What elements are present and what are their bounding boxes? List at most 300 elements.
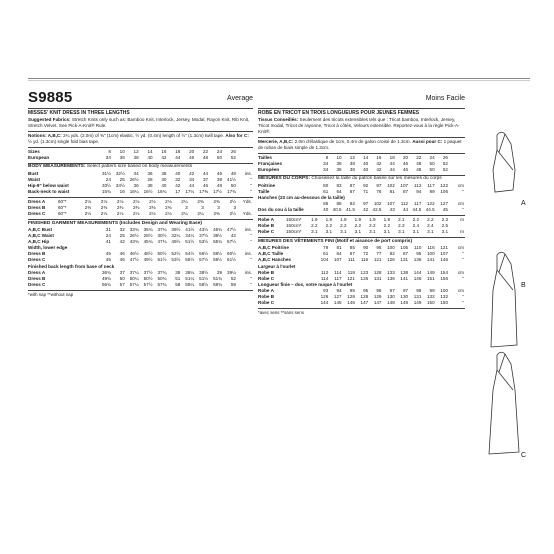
row-label: Européen: [258, 166, 280, 172]
cell-value: 14: [147, 148, 153, 154]
row-label: Taille: [258, 189, 270, 195]
top-divider-thin: [28, 80, 530, 81]
cell-value: 44.5: [425, 207, 435, 213]
row-label: Dress A: [28, 269, 46, 275]
cell-value: 39½: [213, 233, 223, 239]
cell-value: ": [462, 251, 464, 257]
cell-value: 106: [440, 189, 448, 195]
length-label-fr: Longueur finie – dos, votre nuque à l'ourlet: [258, 281, 353, 287]
cell-value: 95: [363, 287, 369, 293]
cell-value: 2⅜: [84, 204, 92, 210]
cell-value: 145: [333, 300, 342, 306]
cell-value: ": [462, 294, 464, 300]
row-label: Dress A: [28, 198, 46, 204]
cell-value: 85: [349, 245, 355, 251]
cell-value: [449, 167, 465, 173]
cell-value: 24: [105, 176, 111, 182]
cell-value: 44: [203, 170, 209, 176]
europeen-row: [258, 167, 465, 173]
cell-value: 128: [360, 294, 369, 300]
cell-value: 2.2: [427, 217, 434, 222]
cell-value: 44.5: [412, 207, 422, 213]
cell-value: 76: [376, 189, 382, 195]
cell-value: 12: [349, 154, 355, 160]
cell-value: 97: [389, 287, 395, 293]
cell-value: 16½: [143, 189, 153, 195]
cell-value: 156: [440, 275, 448, 281]
cell-value: 30½: [157, 233, 167, 239]
cell-value: 2⅜: [132, 204, 140, 210]
cell-value: 38: [349, 166, 355, 172]
cell-value: 48: [416, 166, 422, 172]
cell-value: 131: [373, 275, 382, 281]
row-label: Dress B: [28, 251, 46, 257]
row-label: A,B,C Poitrine: [258, 245, 289, 251]
cell-value: 37½: [199, 233, 209, 239]
cell-value: 83: [336, 182, 342, 188]
cell-value: 149: [400, 300, 409, 306]
cell-value: 39: [216, 269, 223, 275]
cell-value: 3.1: [398, 229, 405, 235]
row-label: Robe A: [258, 217, 274, 222]
cell-value: 2.2: [369, 223, 376, 229]
cell-value: 79: [323, 245, 329, 251]
cell-value: 2.2: [311, 223, 318, 229]
cell-value: 110: [414, 245, 422, 251]
cell-value: 17: [175, 189, 181, 195]
row-label: Poitrine: [258, 182, 276, 188]
cell-value: 42: [119, 239, 125, 245]
cell-value: 117: [334, 275, 342, 281]
cell-value: ": [250, 182, 252, 188]
cell-value: 102: [373, 201, 382, 207]
cell-value: 122: [427, 201, 435, 207]
cell-value: 2⅜: [149, 204, 156, 210]
body-measurements-header-en: BODY MEASUREMENTS: Select pattern size based on body measurements: [28, 163, 253, 171]
cell-value: 56½: [199, 251, 209, 257]
cell-value: 61½: [227, 257, 236, 263]
cell-value: 95: [376, 245, 382, 251]
cell-value: 42.5: [372, 207, 382, 213]
cell-value: 87: [402, 251, 409, 257]
cell-value: 32: [119, 227, 125, 232]
width-fr: [258, 270, 465, 282]
cell-value: 18: [389, 154, 395, 160]
cell-value: cm: [457, 269, 464, 275]
row-label: A,B,C Hanches: [258, 257, 291, 263]
cell-value: 126: [360, 275, 369, 281]
cell-value: 2⅛: [84, 198, 92, 204]
cell-value: 95: [416, 251, 422, 257]
cell-value: 3: [217, 204, 220, 210]
cell-value: 51: [175, 275, 181, 281]
row-label: Hip-9" below waist: [28, 182, 69, 188]
cell-value: 121: [440, 245, 448, 251]
cell-value: 57¼: [129, 281, 139, 287]
cell-value: 36: [133, 182, 139, 188]
cell-value: 28½: [143, 233, 153, 239]
cell-value: 61: [323, 251, 329, 257]
cell-value: 42: [376, 160, 382, 166]
cell-value: 131: [413, 294, 422, 300]
figure-label-a: A: [521, 200, 526, 207]
cell-value: ins.: [244, 170, 252, 176]
cell-value: 146: [440, 257, 448, 263]
cell-value: 50¾: [157, 275, 167, 281]
cell-value: 117: [427, 182, 435, 188]
fabric-width: 60"*: [58, 198, 67, 204]
cell-value: 100: [387, 245, 395, 251]
cell-value: 36: [147, 170, 153, 176]
cell-value: m: [460, 217, 464, 222]
cell-value: 55¾: [213, 239, 223, 245]
width-en: [28, 251, 253, 263]
cell-value: 114: [320, 275, 329, 281]
cell-value: 40.5: [332, 207, 342, 213]
cell-value: 97: [376, 182, 382, 188]
cell-value: 107: [387, 201, 395, 207]
cell-value: 144: [320, 300, 329, 306]
cell-value: 2.2: [412, 217, 419, 222]
cell-value: 37½: [143, 269, 153, 275]
cell-value: 2.5: [441, 223, 448, 229]
cell-value: 34¼: [185, 233, 195, 239]
cell-value: Yds.: [242, 198, 252, 204]
row-label: Robe C: [258, 300, 275, 306]
cell-value: 42: [189, 170, 195, 176]
cell-value: 123: [360, 269, 369, 275]
cell-value: 46: [216, 170, 223, 176]
cell-value: 58¾: [213, 281, 223, 287]
cell-value: 47½: [129, 257, 139, 263]
cell-value: 36: [336, 166, 342, 172]
cell-value: 40: [175, 170, 181, 176]
cell-value: ": [250, 239, 252, 245]
cell-value: m: [460, 229, 464, 235]
cell-value: 99: [429, 189, 435, 195]
cell-value: 34: [189, 176, 195, 182]
cell-value: 48: [230, 170, 236, 176]
cell-value: 85: [323, 201, 329, 207]
cell-value: 118: [347, 269, 355, 275]
cell-value: 112: [414, 182, 422, 188]
cell-value: 50½: [143, 275, 153, 281]
cell-value: 94: [336, 287, 342, 293]
cell-value: 3.1: [412, 229, 419, 235]
cell-value: 46½: [129, 251, 139, 257]
cell-value: 37: [119, 269, 125, 275]
cell-value: 45¾: [213, 227, 223, 232]
cell-value: 121: [347, 275, 355, 281]
cell-value: 52½: [171, 251, 181, 257]
cell-value: 42: [363, 207, 369, 213]
cell-value: 53½: [171, 257, 181, 263]
cell-value: 67: [349, 251, 355, 257]
cell-value: 87: [349, 182, 355, 188]
width-label-fr: Largeur à l'ourlet: [258, 263, 296, 269]
cell-value: 2.3: [441, 217, 448, 222]
cell-value: 57½: [143, 281, 153, 287]
cell-value: 38: [147, 182, 153, 188]
cell-value: 112: [400, 201, 409, 207]
french-column: [258, 90, 465, 316]
cell-value: 87: [402, 189, 409, 195]
cell-value: 2⅛: [100, 210, 108, 216]
cell-value: 58½: [199, 281, 209, 287]
cell-value: cm: [457, 245, 464, 251]
cell-value: 39½: [171, 227, 181, 232]
row-label: Back-neck to waist: [28, 189, 70, 195]
row-label: Dress B: [28, 275, 46, 281]
cell-value: 127: [333, 294, 342, 300]
cell-value: 149: [427, 269, 435, 275]
cell-value: 2⅛: [100, 198, 108, 204]
table-row: [258, 300, 465, 306]
cell-value: 64: [336, 189, 342, 195]
cell-value: 1.9: [311, 217, 318, 222]
cell-value: 2⅜: [197, 198, 204, 204]
cell-value: 71: [363, 189, 369, 195]
cell-value: 48: [216, 182, 223, 188]
cell-value: 20: [402, 154, 409, 160]
cell-value: 24: [429, 154, 435, 160]
cell-value: 104: [320, 257, 329, 263]
cell-value: 45: [442, 207, 448, 213]
cell-value: 1.9: [383, 217, 390, 222]
cell-value: 34: [133, 170, 139, 176]
row-label: Dress B: [28, 204, 46, 210]
cell-value: 97: [363, 201, 369, 207]
cell-value: 2.3: [398, 223, 405, 229]
cell-value: 51½: [157, 257, 167, 263]
cell-value: 2⅜: [100, 204, 108, 210]
cell-value: 46: [119, 251, 125, 257]
row-label: Robe C: [258, 229, 275, 235]
finished-header-en: FINISHED GARMENT MEASUREMENTS (Includes Design and Wearing Ease): [28, 219, 253, 227]
cell-value: 38½: [199, 269, 209, 275]
cell-value: 2⅛: [84, 210, 92, 216]
cell-value: 52: [442, 160, 448, 166]
title-fr: ROBE EN TRICOT EN TROIS LONGUEURS POUR JEUNES FEMMES: [258, 108, 465, 117]
row-label: Bust: [28, 170, 39, 176]
cell-value: 47¾: [157, 239, 167, 245]
cell-value: 16¼: [129, 189, 139, 195]
cell-value: 34: [105, 154, 111, 160]
body-measurements-header-fr: MESURES DU CORPS: Choisissez la taille du patron basée sur les mesures du corps: [258, 175, 465, 183]
cell-value: 144: [413, 269, 422, 275]
cell-value: 26: [442, 154, 448, 160]
cell-value: 38¼: [185, 269, 195, 275]
cell-value: 38: [133, 154, 139, 160]
cell-value: 50½: [157, 251, 167, 257]
table-row: [258, 229, 465, 235]
cell-value: 39: [216, 176, 223, 182]
yardage-en: [28, 199, 253, 217]
cell-value: 52: [230, 154, 236, 160]
dos-row: [258, 207, 465, 213]
cell-value: 2¼: [181, 210, 188, 216]
cell-value: 60½: [227, 251, 236, 257]
cell-value: ins.: [244, 269, 252, 275]
cell-value: 131: [400, 257, 409, 263]
cell-value: 147: [360, 300, 369, 306]
european-row: [28, 155, 253, 161]
cell-value: 97: [402, 287, 409, 293]
hanches-label: Hanches (23 cm au-dessous de la taille): [258, 195, 345, 201]
cell-value: 45: [105, 251, 111, 257]
cell-value: ": [250, 189, 252, 195]
cell-value: 20: [189, 148, 195, 154]
cell-value: 45¾: [143, 239, 153, 245]
cell-value: 34: [323, 166, 329, 172]
cell-value: Yds.: [242, 210, 252, 216]
cell-value: 136: [413, 257, 422, 263]
cell-value: 2½: [229, 210, 236, 216]
cell-value: 32½: [115, 170, 125, 176]
cell-value: 138: [400, 269, 409, 275]
cell-value: 43: [389, 207, 395, 213]
figure-label-c: C: [521, 452, 527, 459]
cell-value: 8: [325, 154, 329, 160]
cell-value: 16: [119, 189, 125, 195]
figure-label-b: B: [521, 282, 526, 289]
cell-value: 96: [376, 287, 382, 293]
cell-value: ": [250, 281, 252, 287]
cell-value: 37¾: [157, 269, 167, 275]
cell-value: 82: [389, 251, 395, 257]
cell-value: 2.2: [383, 223, 390, 229]
cell-value: 47½: [227, 227, 236, 232]
cell-value: 34½: [115, 182, 125, 188]
cell-value: 50: [429, 166, 435, 172]
cell-value: 61: [323, 189, 329, 195]
cell-value: 92: [349, 201, 355, 207]
cell-value: 130: [387, 294, 395, 300]
cell-value: 77: [376, 251, 382, 257]
cell-value: 128: [373, 269, 382, 275]
cell-value: 31½: [101, 170, 111, 176]
cell-value: 3.1: [325, 229, 332, 235]
body-measurements-en: [28, 171, 253, 195]
cell-value: 58: [175, 281, 181, 287]
cell-value: 100: [440, 287, 448, 293]
cell-value: 37¼: [129, 269, 139, 275]
cell-value: 25: [119, 233, 125, 239]
cell-value: 48½: [143, 251, 153, 257]
cell-value: 40: [161, 182, 167, 188]
cell-value: 57: [119, 281, 125, 287]
cell-value: 59½: [213, 257, 223, 263]
cell-value: 141: [400, 275, 409, 281]
cell-value: 94: [416, 189, 422, 195]
row-label: Tailles: [258, 154, 272, 160]
cell-value: 1.9: [354, 217, 361, 222]
table-row: [28, 211, 253, 217]
cell-value: 18: [175, 148, 181, 154]
cell-value: 8: [108, 148, 111, 154]
cell-value: 3.1: [340, 229, 347, 235]
fabric-width: 150cm*: [286, 217, 302, 222]
cell-value: 129: [373, 294, 382, 300]
length-en: [28, 270, 253, 288]
cell-value: 28: [147, 176, 153, 182]
cell-value: 16: [161, 148, 167, 154]
cell-value: 107: [400, 182, 409, 188]
cell-value: 2.1: [398, 217, 405, 222]
cell-value: 26: [230, 148, 236, 154]
cell-value: 38: [349, 160, 355, 166]
cell-value: 126: [320, 294, 329, 300]
cell-value: 3.1: [427, 229, 434, 235]
cell-value: 25: [119, 176, 125, 182]
cell-value: [237, 155, 253, 161]
cell-value: 3: [201, 204, 204, 210]
cell-value: 22: [416, 154, 422, 160]
cell-value: 36: [336, 160, 342, 166]
cell-value: 2⅛: [132, 198, 140, 204]
cell-value: 17⅜: [199, 189, 209, 195]
cell-value: 2⅛: [132, 210, 140, 216]
fabric-width: 60"*: [58, 204, 67, 210]
cell-value: 132: [427, 294, 435, 300]
cell-value: cm: [457, 182, 464, 188]
cell-value: 90: [363, 245, 369, 251]
cell-value: 111: [347, 257, 355, 263]
cell-value: 14: [363, 154, 369, 160]
cell-value: 34: [323, 160, 329, 166]
cell-value: 41.5: [345, 207, 355, 213]
cell-value: 46: [402, 160, 409, 166]
cell-value: 33¾: [129, 227, 139, 232]
row-label: European: [28, 154, 50, 160]
english-column: [28, 90, 253, 298]
fabrics-fr: Tissus Conseillés: Seulement des tricots extensibles tels que : Tricot bamboo, Interlock, Jersey, Tricot modal, Tricot de rayonne, Tricot à côtés, Velours extensible. Reportez-vous à la règle Pick-A-Knit®.: [258, 117, 460, 135]
row-label: Robe A: [258, 287, 274, 293]
cell-value: 88: [336, 201, 342, 207]
cell-value: 3.1: [311, 229, 318, 235]
cell-value: 12: [133, 148, 139, 154]
cell-value: 1.9: [369, 217, 376, 222]
cell-value: 107: [440, 251, 448, 257]
hanches-fr: [258, 201, 465, 213]
dress-illustrations: [475, 130, 535, 460]
cell-value: 37¾: [157, 227, 167, 232]
cell-value: 35¾: [143, 227, 153, 232]
cell-value: ": [462, 189, 464, 195]
cell-value: 148: [387, 300, 395, 306]
top-divider: [28, 78, 530, 79]
cell-value: 67: [349, 189, 355, 195]
cell-value: 50: [216, 154, 223, 160]
cell-value: 48: [203, 154, 209, 160]
cell-value: 151: [427, 275, 435, 281]
cell-value: 44: [402, 207, 409, 213]
cell-value: 2⅜: [213, 210, 220, 216]
cell-value: 99: [429, 287, 435, 293]
cell-value: 42: [175, 182, 181, 188]
cell-value: 39¼: [227, 269, 236, 275]
cell-value: 3: [233, 204, 236, 210]
cell-value: 10: [336, 154, 342, 160]
sizes-table-en: [28, 149, 253, 161]
cell-value: 24: [216, 148, 223, 154]
cell-value: 15¾: [101, 189, 111, 195]
cell-value: 30: [161, 176, 167, 182]
cell-value: 58¼: [185, 281, 195, 287]
cell-value: ": [462, 300, 464, 306]
cell-value: ": [250, 257, 252, 263]
cell-value: 2¼: [181, 198, 188, 204]
